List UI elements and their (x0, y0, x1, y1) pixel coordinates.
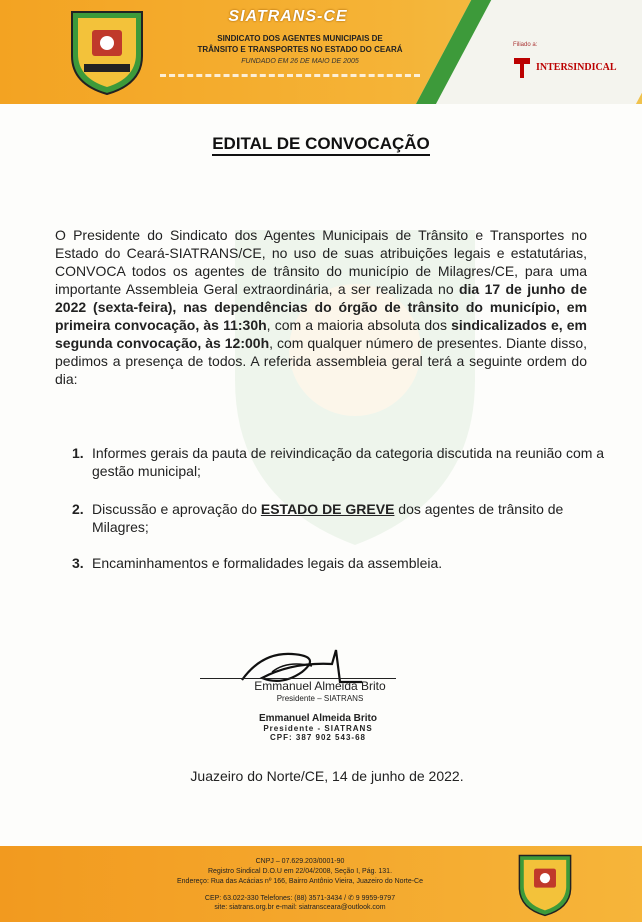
stamp-name: Emmanuel Almeida Brito (259, 713, 377, 724)
affiliate-name: INTERSINDICAL (536, 62, 617, 73)
stamp-cpf: CPF: 387 902 543-68 (270, 733, 366, 742)
footer-contact: CEP: 63.022-330 Telefones: (88) 3571-3434 / ✆ 9 9959-9797 (204, 895, 396, 902)
place-and-date: Juazeiro do Norte/CE, 14 de junho de 2022. (190, 768, 464, 784)
signer-name: Emmanuel Almeida Brito (254, 679, 386, 693)
document-title: EDITAL DE CONVOCAÇÃO (0, 134, 642, 154)
agenda-item-3: 3. Encaminhamentos e formalidades legais da assembleia. (72, 555, 443, 571)
siatrans-footer-logo (515, 850, 575, 918)
intersindical-logo (512, 56, 622, 82)
intersindical-icon (512, 56, 532, 80)
org-short-name: SIATRANS-CE (228, 8, 348, 25)
footer-site: site: siatrans.org.br e-mail: siatransceara@outlook.com (214, 904, 386, 911)
footer-cnpj: CNPJ – 07.629.203/0001-90 (255, 858, 345, 865)
founded-date: FUNDADO EM 26 DE MAIO DE 2005 (241, 58, 359, 65)
footer-address: Endereço: Rua das Acácias nº 166, Bairro Antônio Vieira, Juazeiro do Norte-Ce (176, 878, 423, 885)
agenda-item-2: 2. Discussão e aprovação do ESTADO DE GREVE dos agentes de trânsito de Milagres; (72, 501, 564, 535)
convocation-paragraph: O Presidente do Sindicato dos Agentes Municipais de Trânsito e Transportes no Estado do Ceará-SIATRANS/CE, no uso de suas atribuições legais e estatutárias, CONVOCA todos os agentes de trânsito do município de Milagres/CE, para uma importante Assembleia Geral extraordinária, a ser realizada no dia 17 de junho de 2022 (sexta-feira), nas dependências do órgão de trânsito do município, em primeira convocação, às 11:30h, com a maioria absoluta dos sindicalizados e, em segunda convocação, às 12:00h, com qualquer número de presentes. Diante disso, pedimos a presença de todos. A referida assembleia geral terá a seguinte ordem do dia: (55, 227, 588, 387)
footer-registro: Registro Sindical D.O.U em 22/04/2008, Seção I, Pág. 131. (207, 868, 393, 875)
affiliated-label: Filiado a: (513, 42, 538, 48)
org-name-line1: SINDICATO DOS AGENTES MUNICIPAIS DE (217, 34, 383, 43)
stamp-role: Presidente - SIATRANS (263, 724, 373, 733)
agenda-item-1: 1. Informes gerais da pauta de reivindicação da categoria discutida na reunião com a gestão municipal; (72, 445, 605, 479)
signer-role: Presidente – SIATRANS (276, 694, 364, 703)
signature-stamp (248, 713, 388, 742)
siatrans-logo (66, 6, 148, 96)
org-name-line2: TRÂNSITO E TRANSPORTES NO ESTADO DO CEARÁ (197, 45, 403, 54)
letterhead (0, 0, 642, 104)
header-divider (160, 74, 420, 77)
